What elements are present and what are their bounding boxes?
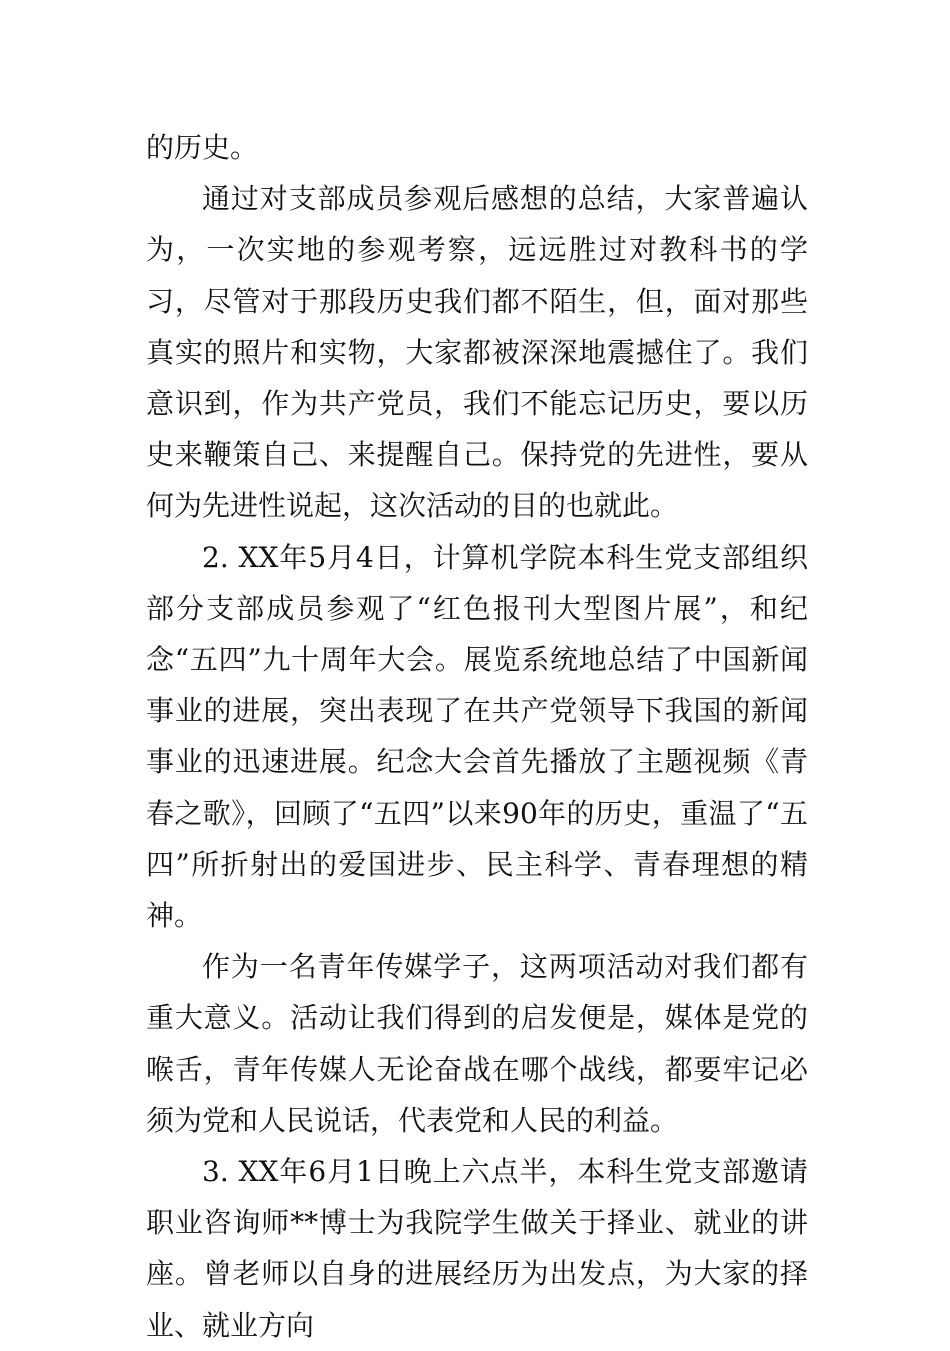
paragraph-item-3: 3. XX年6月1日晚上六点半，本科生党支部邀请职业咨询师**博士为我院学生做关于择业、就业的讲座。曾老师以自身的进展经历为出发点，为大家的择业、就业方向	[146, 1155, 808, 1342]
paragraph-summary: 通过对支部成员参观后感想的总结，大家普遍认为，一次实地的参观考察，远远胜过对教科书的学习，尽管对于那段历史我们都不陌生，但，面对那些真实的照片和实物，大家都被深深地震撼住了。我们意识到，作为共产党员，我们不能忘记历史，要以历史来鞭策自己、来提醒自己。保持党的先进性，要从何为先进性说起，这次活动的目的也就此。	[146, 182, 808, 523]
paragraph-reflection: 作为一名青年传媒学子，这两项活动对我们都有重大意义。活动让我们得到的启发便是，媒体是党的喉舌，青年传媒人无论奋战在哪个战线，都要牢记必须为党和人民说话，代表党和人民的利益。	[146, 950, 808, 1137]
paragraph-item-2: 2. XX年5月4日，计算机学院本科生党支部组织部分支部成员参观了“红色报刊大型图片展”，和纪念“五四”九十周年大会。展览系统地总结了中国新闻事业的进展，突出表现了在共产党领导下我国的新闻事业的迅速进展。纪念大会首先播放了主题视频《青春之歌》，回顾了“五四”以来90年的历史，重温了“五四”所折射出的爱国进步、民主科学、青春理想的精神。	[146, 540, 808, 933]
document-body	[146, 122, 808, 1351]
paragraph-continuation: 的历史。	[146, 131, 259, 164]
